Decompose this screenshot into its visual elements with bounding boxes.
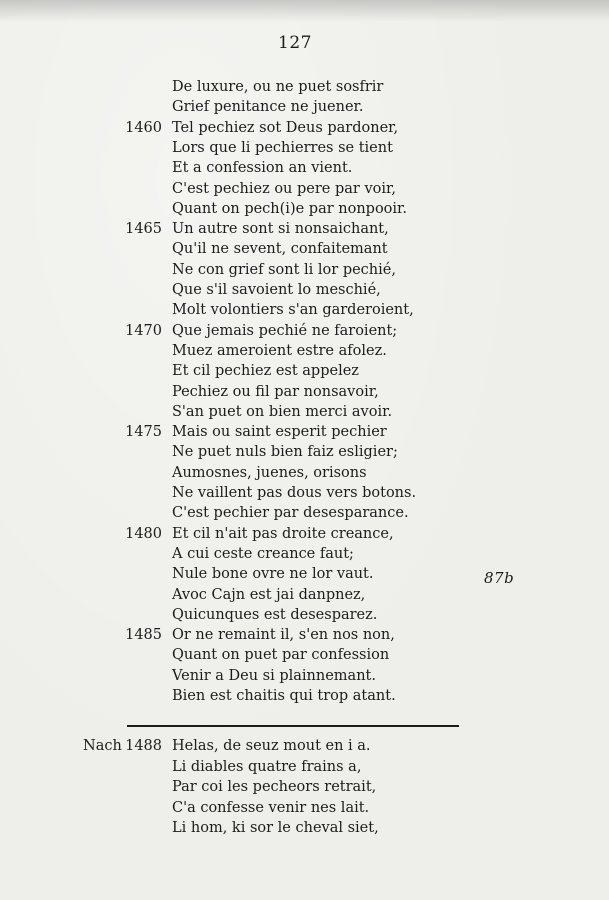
verse-line — [0, 442, 609, 462]
verse-line — [0, 402, 609, 422]
verse-text: Mais ou saint esperit pechier — [172, 424, 387, 441]
verse-text: Avoc Cajn est jai danpnez, — [172, 586, 366, 603]
line-number: 1470 — [125, 322, 162, 339]
verse-line — [0, 645, 609, 665]
line-number: 1465 — [125, 221, 162, 238]
line-number: 1480 — [125, 525, 162, 542]
verse-text: Ne con grief sont li lor pechié, — [172, 261, 396, 278]
line-number: 1460 — [125, 119, 162, 136]
verse-text: C'a confesse venir nes lait. — [172, 799, 370, 816]
line-number: 1475 — [125, 424, 162, 441]
verse-line — [0, 280, 609, 300]
verse-line — [0, 300, 609, 320]
verse-line — [0, 605, 609, 625]
verse-text: Ne vaillent pas dous vers botons. — [172, 485, 417, 501]
verse-text: Pechiez ou fil par nonsavoir, — [172, 383, 379, 400]
verse-text: Quicunques est desesparez. — [172, 606, 378, 623]
verse-line — [0, 544, 609, 564]
verse-line — [0, 158, 609, 178]
verse-line — [0, 382, 609, 402]
page-number: 127 — [278, 33, 312, 53]
verse-text: Tel pechiez sot Deus pardoner, — [172, 119, 399, 136]
scan-shadow — [0, 0, 609, 22]
verse-text: Grief penitance ne juener. — [172, 99, 364, 116]
verse-text: Et a confession an vient. — [172, 160, 353, 177]
verse-line — [0, 524, 609, 544]
verse-line — [0, 239, 609, 259]
verse-text: Quant on pech(i)e par nonpooir. — [172, 200, 407, 217]
verse-line — [0, 219, 609, 239]
verse-line — [0, 463, 609, 483]
verse-line — [0, 260, 609, 280]
verse-text: Li diables quatre frains a, — [172, 758, 362, 775]
verse-text: Aumosnes, juenes, orisons — [172, 464, 367, 481]
verse-text: Venir a Deu si plainnemant. — [172, 667, 376, 684]
verse-text: Que s'il savoient lo meschié, — [172, 282, 381, 298]
verse-line — [0, 818, 609, 838]
verse-line — [0, 625, 609, 645]
verse-line — [0, 138, 609, 158]
verse-text: Et cil pechiez est appelez — [172, 363, 359, 380]
verse-line — [0, 666, 609, 686]
verse-text: Qu'il ne sevent, confaitemant — [172, 241, 388, 258]
verse-line — [0, 798, 609, 818]
verse-text: Helas, de seuz mout en i a. — [172, 738, 371, 754]
verse-line — [0, 585, 609, 605]
verse-text: Par coi les pecheors retrait, — [172, 779, 377, 795]
verse-line — [0, 422, 609, 442]
verse-line — [0, 757, 609, 777]
verse-text: Que jemais pechié ne faroient; — [172, 322, 398, 339]
verse-text: Li hom, ki sor le cheval siet, — [172, 820, 379, 836]
verse-text: C'est pechiez ou pere par voir, — [172, 180, 396, 197]
verse-text: A cui ceste creance faut; — [172, 545, 354, 562]
verse-line — [0, 118, 609, 138]
verse-text: Muez ameroient estre afolez. — [172, 342, 387, 359]
verse-line — [0, 736, 609, 756]
verse-text: Lors que li pechierres se tient — [172, 139, 393, 156]
verse-text: Molt volontiers s'an garderoient, — [172, 302, 414, 319]
verse-line — [0, 341, 609, 361]
verse-text: Et cil n'ait pas droite creance, — [172, 525, 394, 542]
verse-line — [0, 321, 609, 341]
verse-text: Nule bone ovre ne lor vaut. — [172, 566, 374, 583]
verse-text: S'an puet on bien merci avoir. — [172, 403, 393, 420]
verse-line — [0, 199, 609, 219]
verse-text: C'est pechier par desesparance. — [172, 505, 409, 522]
verse-text: Ne puet nuls bien faiz esligier; — [172, 444, 398, 461]
verse-text: Quant on puet par confession — [172, 647, 390, 664]
line-number: 1485 — [125, 627, 162, 644]
line-number: 1488 — [125, 738, 162, 754]
line-prefix: Nach — [83, 738, 122, 754]
verse-line — [0, 564, 609, 584]
verse-text: Un autre sont si nonsaichant, — [172, 221, 389, 238]
verse-line — [0, 361, 609, 381]
verse-line — [0, 97, 609, 117]
verse-line — [0, 179, 609, 199]
verse-text: De luxure, ou ne puet sosfrir — [172, 79, 384, 95]
verse-line — [0, 483, 609, 503]
verse-line — [0, 686, 609, 706]
section-divider-rule — [127, 725, 459, 727]
verse-line — [0, 77, 609, 97]
verse-line — [0, 777, 609, 797]
verse-line — [0, 503, 609, 523]
folio-margin-note: 87b — [484, 569, 515, 587]
verse-text: Or ne remaint il, s'en nos non, — [172, 627, 395, 644]
verse-text: Bien est chaitis qui trop atant. — [172, 688, 396, 704]
